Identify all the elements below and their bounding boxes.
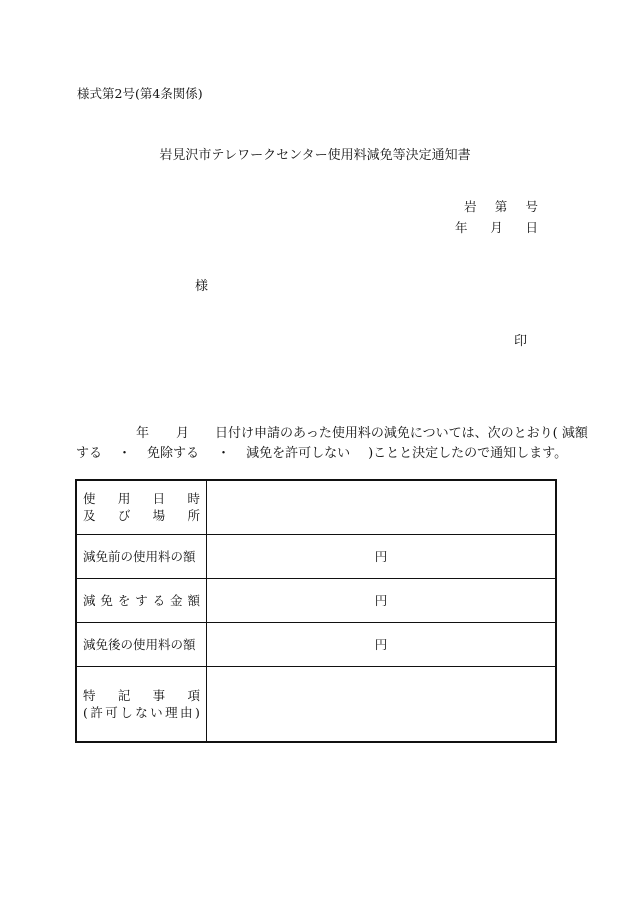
label-char: を xyxy=(117,592,131,608)
date-month: 月 xyxy=(490,220,503,235)
doc-number-suffix: 号 xyxy=(525,199,538,214)
label-char: 額 xyxy=(187,592,200,608)
label-char: 免 xyxy=(100,592,113,608)
option-reduce-a: 減額 xyxy=(561,426,588,441)
notice-line-2 xyxy=(76,444,568,464)
label-char: 用 xyxy=(117,491,131,507)
label-char: な xyxy=(135,704,148,720)
table-row-remarks xyxy=(76,666,556,742)
fee-before-value-cell[interactable] xyxy=(207,534,557,578)
label-char: 特 xyxy=(83,687,96,703)
label-char: 及 xyxy=(83,508,96,524)
option-separator-1: ・ xyxy=(118,446,132,461)
document-date xyxy=(455,218,538,236)
label-char: 可 xyxy=(105,704,118,720)
document-title: 岩見沢市テレワークセンター使用料減免等決定通知書 xyxy=(159,148,471,163)
fee-before-label xyxy=(76,534,207,578)
label-char: ) xyxy=(195,704,200,720)
notice-year: 年 xyxy=(136,426,150,441)
fee-before-label-text: 減免前の使用料の額 xyxy=(83,549,196,564)
label-char: 日 xyxy=(152,491,166,507)
notice-text: 日付け申請のあった使用料の減免については、次のとおり( xyxy=(215,426,558,441)
fee-after-value-cell[interactable] xyxy=(207,622,557,666)
reduction-amount-label-chars xyxy=(83,592,200,609)
notice-closing: )ことと決定したので通知します。 xyxy=(368,446,568,461)
label-char: 事 xyxy=(152,687,166,703)
document-number xyxy=(464,197,538,215)
label-char: い xyxy=(150,704,163,720)
label-char: 金 xyxy=(170,592,183,608)
notice-line-1 xyxy=(76,424,588,444)
yen-unit: 円 xyxy=(374,637,388,652)
usage-value-cell[interactable] xyxy=(207,480,557,534)
addressee-honorific: 様 xyxy=(195,279,209,294)
usage-label xyxy=(76,480,207,534)
fee-reduction-table xyxy=(75,479,557,743)
usage-label-line1 xyxy=(83,490,200,507)
label-char: し xyxy=(120,704,133,720)
label-char: 理 xyxy=(165,704,178,720)
label-char: 所 xyxy=(187,508,200,524)
table-row-fee-after xyxy=(76,622,556,666)
label-char: 許 xyxy=(90,704,103,720)
reduction-amount-value-cell[interactable] xyxy=(207,578,557,622)
yen-unit: 円 xyxy=(374,549,388,564)
option-exempt: 免除する xyxy=(147,446,200,461)
doc-number-prefix: 岩 xyxy=(464,199,477,214)
remarks-label-line1 xyxy=(83,687,200,704)
label-char: 記 xyxy=(117,687,131,703)
table-row-usage xyxy=(76,480,556,534)
table-row-reduction-amount xyxy=(76,578,556,622)
usage-label-line2 xyxy=(83,507,200,524)
table-row-fee-before xyxy=(76,534,556,578)
reduction-amount-label xyxy=(76,578,207,622)
option-deny: 減免を許可しない xyxy=(246,446,351,461)
label-char: 減 xyxy=(83,592,96,608)
remarks-value-cell[interactable] xyxy=(207,666,557,742)
label-char: び xyxy=(117,508,131,524)
yen-unit: 円 xyxy=(374,593,388,608)
date-year: 年 xyxy=(455,220,468,235)
fee-after-label xyxy=(76,622,207,666)
option-reduce-b: する xyxy=(76,446,103,461)
label-char: 場 xyxy=(152,508,166,524)
label-char: る xyxy=(152,592,166,608)
form-reference: 様式第2号(第4条関係) xyxy=(77,86,203,101)
label-char: ( xyxy=(83,704,88,720)
doc-number-mid: 第 xyxy=(494,199,508,214)
remarks-label xyxy=(76,666,207,742)
fee-after-label-text: 減免後の使用料の額 xyxy=(83,637,196,652)
date-day: 日 xyxy=(525,220,538,235)
notice-month: 月 xyxy=(176,426,190,441)
label-char: す xyxy=(135,592,148,608)
label-char: 由 xyxy=(180,704,193,720)
option-separator-2: ・ xyxy=(217,446,231,461)
label-char: 項 xyxy=(187,687,200,703)
label-char: 時 xyxy=(187,491,200,507)
notice-body xyxy=(76,424,588,464)
remarks-label-line2 xyxy=(83,704,200,721)
label-char: 使 xyxy=(83,491,96,507)
seal-mark: 印 xyxy=(514,334,528,349)
